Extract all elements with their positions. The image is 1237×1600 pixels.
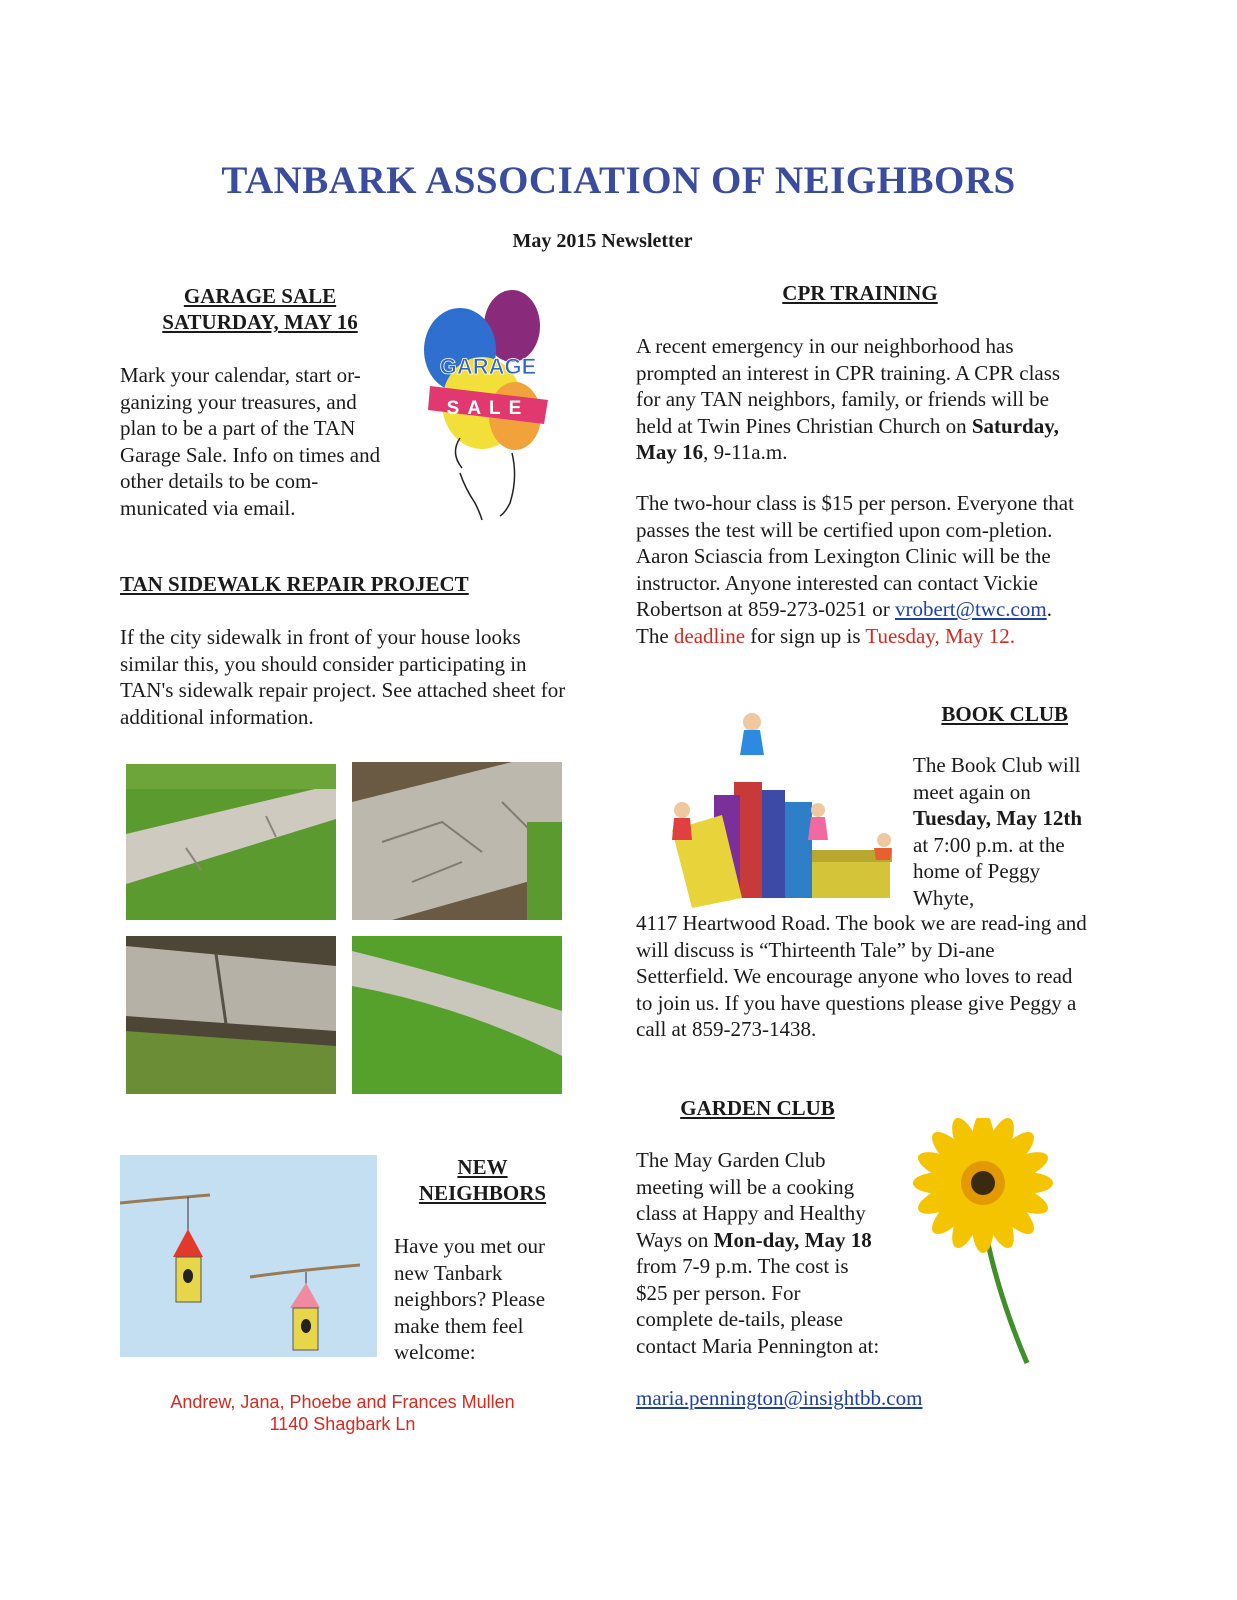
sidewalk-photo: [352, 936, 562, 1094]
cpr-heading: CPR TRAINING: [782, 281, 938, 305]
garage-graphic-text: GARAGE: [439, 354, 537, 379]
new-neighbors-names: Andrew, Jana, Phoebe and Frances Mullen 1140 Shagbark Ln: [170, 1392, 515, 1434]
garden-club-body: The May Garden Club meeting will be a cooking class at Happy and Healthy Ways on Mon-day, May 18 from 7-9 p.m. The cost is $25 per person. For complete de-tails, please contact Maria Pennington at:: [636, 1148, 880, 1358]
newsletter-subtitle: May 2015 Newsletter: [512, 230, 693, 252]
garage-sale-balloons-graphic: [420, 288, 560, 523]
cpr-paragraph-1: A recent emergency in our neighborhood has prompted an interest in CPR training. A CPR class for any TAN neighbors, family, or friends will be held at Twin Pines Christian Church on Saturday, May 16, 9-11a.m.: [636, 334, 1061, 464]
cpr-paragraph-2: The two-hour class is $15 per person. Everyone that passes the test will be certified upon com-pletion. Aaron Sciascia from Lexington Clinic will be the instructor. Anyone interested can contact Vickie Robertson at 859-273-0251 or vrobert@twc.com. The deadline for sign up is Tuesday, May 12.: [636, 491, 1074, 648]
books-kids-illustration: [652, 710, 897, 908]
sidewalk-heading: TAN SIDEWALK REPAIR PROJECT: [120, 572, 469, 596]
sidewalk-photo: [126, 936, 336, 1094]
sidewalk-body: If the city sidewalk in front of your house looks similar this, you should consider participating in TAN's sidewalk repair project. See attached sheet for additional information.: [120, 625, 566, 729]
sale-graphic-text: SALE: [446, 398, 530, 419]
sidewalk-photo: [126, 764, 336, 920]
book-club-text-bottom: 4117 Heartwood Road. The book we are read-ing and will discuss is “Thirteenth Tale” by Di-ane Setterfield. We encourage anyone who loves to read to join us. If you have questions please give Peggy a call at 859-273-1438.: [636, 911, 1087, 1041]
garage-sale-body: Mark your calendar, start or-ganizing your treasures, and plan to be a part of the TAN Garage Sale. Info on times and other details to be com-municated via email.: [120, 363, 381, 520]
new-neighbors-body: Have you met our new Tanbark neighbors? Please make them feel welcome:: [394, 1234, 546, 1364]
cpr-email-link[interactable]: vrobert@twc.com: [894, 597, 1047, 621]
book-club-text-top: The Book Club will meet again on Tuesday, May 12th at 7:00 p.m. at the home of Peggy Whyte,: [913, 753, 1083, 910]
garden-club-email-link[interactable]: maria.pennington@insightbb.com: [636, 1386, 923, 1410]
yellow-daisy-illustration: [895, 1118, 1075, 1368]
newsletter-title: TANBARK ASSOCIATION OF NEIGHBORS: [221, 159, 1016, 202]
book-club-heading: BOOK CLUB: [941, 702, 1068, 726]
sidewalk-photo: [352, 762, 562, 920]
new-neighbors-heading: NEW NEIGHBORS: [418, 1155, 547, 1205]
garage-sale-heading: GARAGE SALE SATURDAY, MAY 16: [162, 284, 358, 334]
birdhouse-illustration: [120, 1155, 377, 1357]
garden-club-heading: GARDEN CLUB: [680, 1096, 835, 1120]
